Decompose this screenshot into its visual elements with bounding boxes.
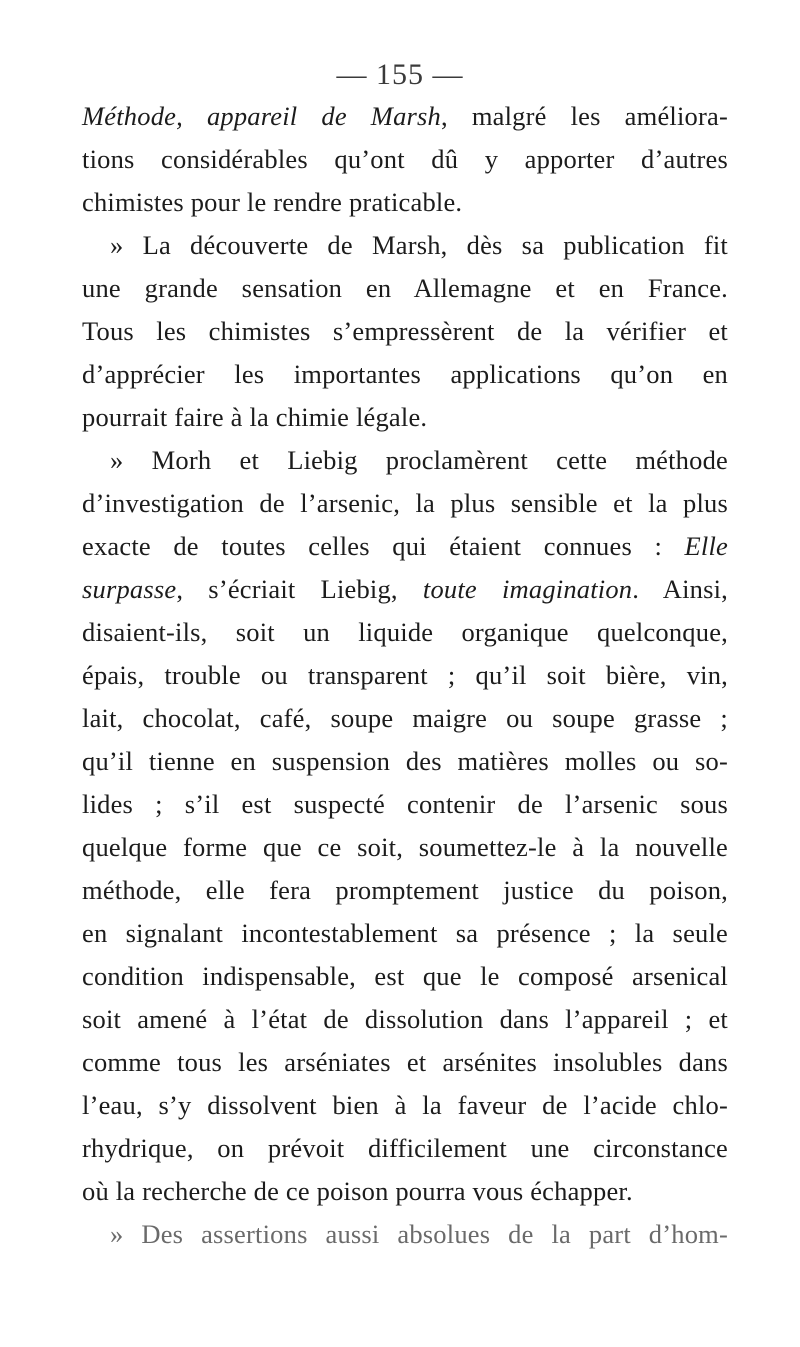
text-line bbox=[82, 740, 728, 783]
text-line bbox=[82, 267, 728, 310]
text-line bbox=[82, 955, 728, 998]
text-segment: lides ; s’il est suspecté contenir de l’arsenic sous bbox=[82, 789, 728, 819]
text-segment: » Morh et Liebig proclamèrent cette méthode bbox=[110, 445, 728, 475]
text-line bbox=[82, 310, 728, 353]
text-segment: , s’écriait Liebig, bbox=[176, 574, 423, 604]
text-line bbox=[82, 654, 728, 697]
italic-text: toute imagination bbox=[422, 574, 633, 604]
text-line bbox=[82, 224, 728, 267]
text-segment: , malgré les améliora- bbox=[441, 101, 728, 131]
text-segment: rhydrique, on prévoit difficilement une circonstance bbox=[82, 1133, 728, 1163]
text-line bbox=[82, 912, 728, 955]
text-segment: exacte de toutes celles qui étaient connues : bbox=[82, 531, 685, 561]
text-line bbox=[82, 95, 728, 138]
text-line bbox=[82, 1084, 728, 1127]
text-segment: . Ainsi, bbox=[632, 574, 728, 604]
text-line bbox=[82, 1170, 728, 1213]
text-segment: d’investigation de l’arsenic, la plus sensible et la plus bbox=[82, 488, 728, 518]
text-line bbox=[82, 998, 728, 1041]
text-line bbox=[82, 568, 728, 611]
text-segment: tions considérables qu’ont dû y apporter d’autres bbox=[82, 144, 728, 174]
text-line bbox=[82, 138, 728, 181]
text-line bbox=[82, 869, 728, 912]
text-line bbox=[82, 783, 728, 826]
text-segment: l’eau, s’y dissolvent bien à la faveur de l’acide chlo- bbox=[82, 1090, 728, 1120]
text-line bbox=[82, 353, 728, 396]
text-segment: disaient-ils, soit un liquide organique quelconque, bbox=[82, 617, 728, 647]
text-line bbox=[82, 1213, 728, 1256]
text-segment: Tous les chimistes s’empressèrent de la vérifier et bbox=[82, 316, 728, 346]
italic-text: Elle bbox=[684, 531, 728, 561]
text-line bbox=[82, 396, 728, 439]
page-number: — 155 — bbox=[336, 58, 464, 91]
body-text bbox=[82, 95, 728, 1256]
text-segment: méthode, elle fera promptement justice du poison, bbox=[82, 875, 728, 905]
text-line bbox=[82, 439, 728, 482]
text-segment: quelque forme que ce soit, soumettez-le à la nouvelle bbox=[82, 832, 728, 862]
text-segment: pourrait faire à la chimie légale. bbox=[82, 402, 428, 432]
text-segment: comme tous les arséniates et arsénites insolubles dans bbox=[82, 1047, 728, 1077]
text-segment: d’apprécier les importantes applications qu’on en bbox=[82, 359, 728, 389]
text-line bbox=[82, 525, 728, 568]
text-line bbox=[82, 697, 728, 740]
text-segment: soit amené à l’état de dissolution dans l’appareil ; et bbox=[82, 1004, 728, 1034]
text-segment: » La découverte de Marsh, dès sa publication fit bbox=[110, 230, 728, 260]
italic-text: Méthode, appareil de Marsh bbox=[82, 101, 441, 131]
text-line bbox=[82, 181, 728, 224]
text-segment: chimistes pour le rendre praticable. bbox=[82, 187, 463, 217]
text-segment: où la recherche de ce poison pourra vous échapper. bbox=[82, 1176, 633, 1206]
text-segment: lait, chocolat, café, soupe maigre ou soupe grasse ; bbox=[82, 703, 728, 733]
text-line bbox=[82, 482, 728, 525]
text-line bbox=[82, 1127, 728, 1170]
text-segment: une grande sensation en Allemagne et en France. bbox=[82, 273, 728, 303]
text-line bbox=[82, 826, 728, 869]
text-segment: condition indispensable, est que le composé arsenical bbox=[82, 961, 728, 991]
text-line bbox=[82, 611, 728, 654]
text-line bbox=[82, 1041, 728, 1084]
text-segment: » Des assertions aussi absolues de la part d’hom- bbox=[110, 1219, 728, 1249]
italic-text: surpasse bbox=[82, 574, 177, 604]
text-segment: épais, trouble ou transparent ; qu’il soit bière, vin, bbox=[82, 660, 728, 690]
text-segment: en signalant incontestablement sa présence ; la seule bbox=[82, 918, 728, 948]
text-segment: qu’il tienne en suspension des matières molles ou so- bbox=[82, 746, 728, 776]
